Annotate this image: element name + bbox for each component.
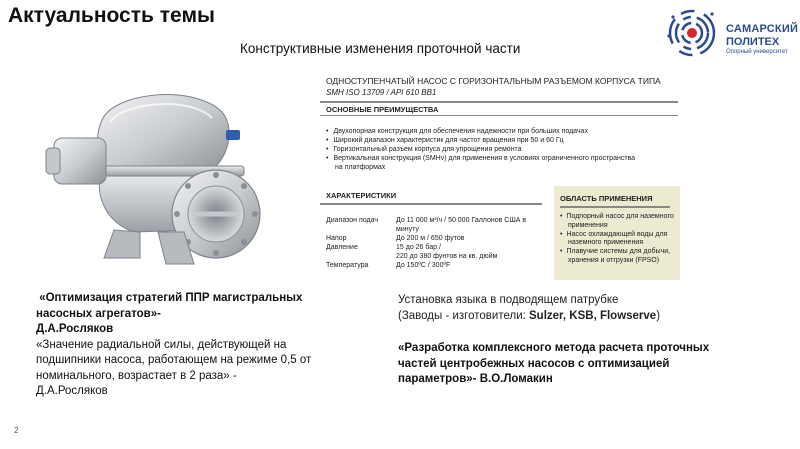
characteristic-key: Диапазон подач: [326, 217, 378, 224]
characteristic-key: [326, 252, 396, 261]
lomakin-author: В.О.Ломакин: [479, 373, 553, 385]
lomakin-quote: [398, 341, 718, 388]
advantage-item: • Двухопорная конструкция для обеспечения надежности при больших подачах: [326, 127, 671, 136]
advantage-item-continuation: на платформах: [335, 164, 386, 171]
application-title: ОБЛАСТЬ ПРИМЕНЕНИЯ: [560, 194, 653, 203]
divider: [320, 203, 542, 205]
characteristic-value: До 200 м / 650 футов: [396, 235, 465, 242]
samara-polytech-emblem-icon: [664, 6, 724, 58]
author-1: [36, 322, 336, 338]
characteristic-value: До 11 000 м³/ч / 50 000 Галлонов США в минуту: [396, 217, 527, 233]
characteristics-title: ХАРАКТЕРИСТИКИ: [326, 191, 397, 200]
characteristic-value: До 150ºC / 300ºF: [396, 262, 451, 269]
characteristic-row: [326, 216, 544, 234]
left-text-block: [36, 291, 336, 400]
characteristic-value: 15 до 26 бар /: [396, 244, 441, 251]
manufacturers-names: Sulzer, KSB, Flowserve: [529, 309, 657, 322]
characteristic-row: [326, 234, 544, 243]
advantage-item: • Горизонтальный разъем корпуса для упрощения ремонта: [326, 145, 671, 154]
advantages-list: [326, 127, 671, 172]
advantage-item: • Широкий диапазон характеристик для частот вращения при 50 и 60 Гц: [326, 136, 671, 145]
manufacturers-prefix: (Заводы - изготовители:: [398, 309, 530, 322]
pump-image: [44, 82, 294, 270]
logo-line-1: САМАРСКИЙ: [726, 23, 799, 35]
author-2: Д.А.Росляков: [36, 385, 108, 397]
characteristic-row: [326, 261, 544, 270]
application-item: • Плавучие системы для добычи, хранения и отгрузки (FPSO): [560, 248, 676, 266]
logo-tagline: Опорный университет: [726, 49, 788, 55]
author-1-text: Д.А.Росляков: [36, 323, 114, 335]
logo-line-2: ПОЛИТЕХ: [726, 36, 780, 48]
slide-subtitle: Конструктивные изменения проточной части: [240, 41, 521, 56]
characteristic-row: [326, 243, 544, 252]
page-number: 2: [14, 426, 19, 435]
application-box: [554, 186, 680, 280]
right-text-block: [398, 293, 718, 324]
slide-title: Актуальность темы: [8, 4, 215, 27]
divider: [560, 206, 670, 208]
quote-1: [36, 291, 336, 322]
characteristic-key: Давление: [326, 244, 358, 251]
manufacturers-suffix: ): [656, 309, 661, 322]
quote-2: «Значение радиальной силы, действующей на подшипники насоса, работающем на режиме 0,5 от номинального, возрастает в 2 раза» -: [36, 338, 312, 382]
pump-spec-sheet: [320, 72, 690, 282]
advantage-item: • Вертикальная конструкция (SMHv) для применения в условиях ограниченного пространства: [326, 154, 671, 163]
application-item: • Подпорный насос для наземного применения: [560, 213, 676, 231]
manufacturers-line: [398, 309, 718, 325]
characteristic-key: Напор: [326, 235, 347, 242]
characteristics-table: [326, 216, 544, 270]
characteristic-row: [326, 252, 544, 261]
quote-1-text: «Оптимизация стратегий ППР магистральных насосных агрегатов»-: [36, 292, 303, 320]
installation-note: Установка языка в подводящем патрубке: [398, 294, 619, 306]
application-item: • Насос охлаждающей воды для наземного применения: [560, 231, 676, 249]
divider: [320, 101, 678, 103]
characteristic-key: Температура: [326, 262, 369, 269]
spec-heading: ОДНОСТУПЕНЧАТЫЙ НАСОС С ГОРИЗОНТАЛЬНЫМ РАЗЪЕМОМ КОРПУСА ТИПА: [326, 76, 661, 86]
divider: [320, 115, 678, 116]
lomakin-quote-text: «Разработка комплексного метода расчета проточных частей центробежных насосов с оптимизацией параметров»-: [398, 342, 710, 385]
advantages-title: ОСНОВНЫЕ ПРЕИМУЩЕСТВА: [326, 105, 439, 114]
spec-model: SMH ISO 13709 / API 610 BB1: [326, 88, 437, 97]
application-list: [560, 213, 676, 266]
characteristic-value: 220 до 380 фунтов на кв. дюйм: [396, 253, 498, 260]
university-logo: [664, 6, 800, 58]
